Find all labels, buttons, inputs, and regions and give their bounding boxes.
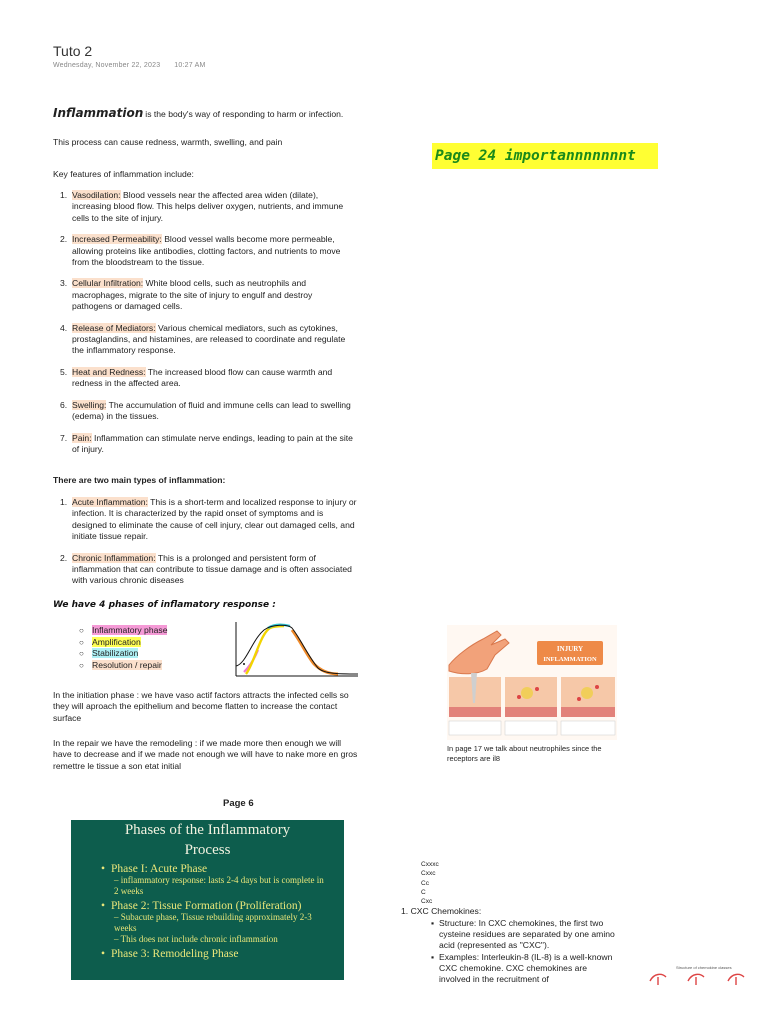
page-timestamp <box>53 62 205 69</box>
sketch-orange-segment <box>292 630 338 674</box>
slide-sub-text: Subacute phase, Tissue rebuilding approximately 2-3 weeks <box>114 912 312 933</box>
list-item <box>53 497 358 543</box>
types-heading: There are two main types of inflammation: <box>53 475 226 485</box>
time-text: 10:27 AM <box>174 62 206 69</box>
chemokine-structure-caption: Structure of chemokine classes <box>676 965 732 970</box>
item-number: 5. <box>60 366 68 377</box>
slide-image <box>71 820 344 980</box>
feature-term: Cellular Infiltration: <box>72 278 144 289</box>
slide-bullet <box>101 948 344 960</box>
item-number: 2. <box>60 552 68 563</box>
list-item <box>53 323 353 357</box>
chemokine-heading-text: CXC Chemokines: <box>410 906 482 916</box>
features-list <box>53 190 353 465</box>
feature-term: Release of Mediators: <box>72 322 156 333</box>
slide-bullet <box>101 900 344 912</box>
type-text: This is a prolonged and persistent form of inflammation that can contribute to tissue damage and is often associated with various chronic diseases <box>72 552 352 586</box>
feature-text: Blood vessels near the affected area widen (dilate), increasing blood flow. This helps deliver oxygen, nutrients, and immune cells to the site of injury. <box>72 190 344 223</box>
feature-text: Various chemical mediators, such as cytokines, prostaglandins, and histamines, are released to coordinate and regulate the inflammatory response. <box>72 322 346 356</box>
feature-term: Pain: <box>72 432 92 443</box>
slide-sub-text: This does not include chronic inflammation <box>120 934 278 944</box>
sketch-black-curve <box>236 625 358 674</box>
list-item <box>53 400 353 423</box>
bullet-icon: • <box>101 863 106 875</box>
injury-title-2: INFLAMMATION <box>543 656 597 663</box>
slide-title-1: Phases of the Inflammatory <box>124 822 291 838</box>
slide-bullet-label: Phase 3: Remodeling Phase <box>111 948 239 960</box>
slide-sub-bullet: – This does not include chronic inflammation <box>114 934 278 944</box>
feature-term: Vasodilation: <box>72 190 121 200</box>
circle-bullet-icon: ○ <box>79 637 84 647</box>
circle-bullet-icon: ○ <box>79 626 84 635</box>
intro-paragraph <box>53 108 373 120</box>
phases-heading: We have 4 phases of inflamatory response : <box>53 600 276 610</box>
item-number: 3. <box>60 278 68 289</box>
types-list <box>53 497 358 597</box>
slide-title-2: Process <box>184 842 231 858</box>
bullet-icon: ▪ <box>431 952 435 962</box>
circle-bullet-icon: ○ <box>79 660 84 670</box>
feature-term: Swelling: <box>72 399 107 410</box>
feature-term: Increased Permeability: <box>72 234 162 245</box>
item-number: 1. <box>401 906 409 916</box>
feature-text: Inflammation can stimulate nerve endings, leading to pain at the site of injury. <box>72 432 353 454</box>
phase-curve-sketch <box>230 620 360 682</box>
highlighted-note: Page 24 importannnnnnnt <box>432 143 658 169</box>
bullet-icon: • <box>101 948 106 960</box>
chemokines-list <box>401 906 616 985</box>
list-item <box>53 190 353 224</box>
bullet-icon: ▪ <box>431 918 435 928</box>
sketch-yellow-segment <box>246 626 284 674</box>
phase-label: Amplification <box>92 636 141 647</box>
circle-bullet-icon: ○ <box>79 649 84 659</box>
slide-sub-text: inflammatory response: lasts 2-4 days but is complete in 2 weeks <box>114 875 324 896</box>
intro-line-3: Key features of inflammation include: <box>53 169 194 179</box>
sketch-dot <box>243 663 245 665</box>
page6-label: Page 6 <box>223 798 254 809</box>
inflammation-keyword: Inflammation <box>53 106 144 120</box>
code-line: Cxxc <box>421 870 436 878</box>
list-item <box>431 918 616 951</box>
injury-caption: In page 17 we talk about neutrophiles since the receptors are il8 <box>447 744 602 763</box>
item-number: 1. <box>60 190 68 200</box>
code-line: Cxc <box>421 898 433 906</box>
chemokine-bullet-text: Examples: Interleukin-8 (IL-8) is a well-known CXC chemokine. CXC chemokines are involved in the recruitment of <box>439 952 613 984</box>
feature-term: Heat and Redness: <box>72 366 146 377</box>
list-item <box>53 433 353 456</box>
chemokine-heading <box>401 906 616 917</box>
repair-paragraph: In the repair we have the remodeling : if we made more then enough we will have to decrease and if we made not enough we will have to nake more en gros remettre le tissue a son etat initial <box>53 738 358 771</box>
type-text: This is a short-term and localized response to injury or infection. It is characterized by the rapid onset of symptoms and is designed to eliminate the cause of cell injury, clear out damaged cells, and initiate tissue repair. <box>72 497 357 542</box>
chemokine-structure-drawing <box>648 969 760 985</box>
item-number: 1. <box>60 497 68 507</box>
list-item <box>53 234 353 268</box>
slide-sub-bullet: – Subacute phase, Tissue rebuilding approximately 2-3 weeks <box>114 912 312 933</box>
type-term: Acute Inflammation: <box>72 497 148 507</box>
chemokine-bullet-text: Structure: In CXC chemokines, the first two cysteine residues are separated by one amino acid (represented as "CXC"). <box>439 918 615 950</box>
intro-definition: is the body's way of responding to harm or infection. <box>145 109 344 119</box>
intro-line-2: This process can cause redness, warmth, swelling, and pain <box>53 137 283 147</box>
list-item <box>79 625 167 637</box>
slide-bullet <box>101 863 344 875</box>
list-item <box>53 553 358 587</box>
tissue-panels <box>449 673 615 717</box>
page-title: Tuto 2 <box>53 43 93 59</box>
list-item <box>79 637 167 649</box>
list-item <box>79 648 167 660</box>
list-item <box>53 367 353 390</box>
feature-text: Blood vessel walls become more permeable, allowing proteins like antibodies, clotting factors, and nutrients to move from the bloodstream to the tissue. <box>72 234 341 268</box>
injury-inflammation-illustration <box>447 625 617 740</box>
phase-label: Inflammatory phase <box>92 625 168 635</box>
bullet-icon: • <box>101 900 106 912</box>
injury-title-1: INJURY <box>556 645 584 653</box>
item-number: 6. <box>60 399 68 410</box>
feature-text: The increased blood flow can cause warmth and redness in the affected area. <box>72 366 333 389</box>
slide-sub-bullet: – inflammatory response: lasts 2-4 days but is complete in 2 weeks <box>114 875 324 896</box>
phases-list <box>79 625 167 671</box>
item-number: 2. <box>60 234 68 245</box>
list-item <box>53 278 353 312</box>
date-text: Wednesday, November 22, 2023 <box>53 62 161 69</box>
list-item <box>431 952 616 985</box>
initiation-paragraph: In the initiation phase : we have vaso actif factors attracts the infected cells so they will aproach the epithelium and become flatten to increase the contact surface <box>53 690 349 723</box>
item-number: 4. <box>60 322 68 333</box>
slide-bullet-label: Phase I: Acute Phase <box>111 863 208 875</box>
code-line: C <box>421 888 426 896</box>
code-line: Cc <box>421 879 429 887</box>
list-item <box>79 660 167 672</box>
feature-text: White blood cells, such as neutrophils and macrophages, migrate to the site of injury to engulf and destroy pathogens or damaged cells. <box>72 278 313 312</box>
type-term: Chronic Inflammation: <box>72 552 156 563</box>
item-number: 7. <box>60 432 68 443</box>
phase-label: Resolution / repair <box>92 659 162 670</box>
feature-text: The accumulation of fluid and immune cells can lead to swelling (edema) in the tissues. <box>72 399 351 422</box>
chemokine-codes <box>421 860 439 906</box>
code-line: Cxxxc <box>421 861 439 868</box>
phase-label: Stabilization <box>92 648 139 659</box>
slide-bullet-label: Phase 2: Tissue Formation (Proliferation) <box>111 900 302 912</box>
